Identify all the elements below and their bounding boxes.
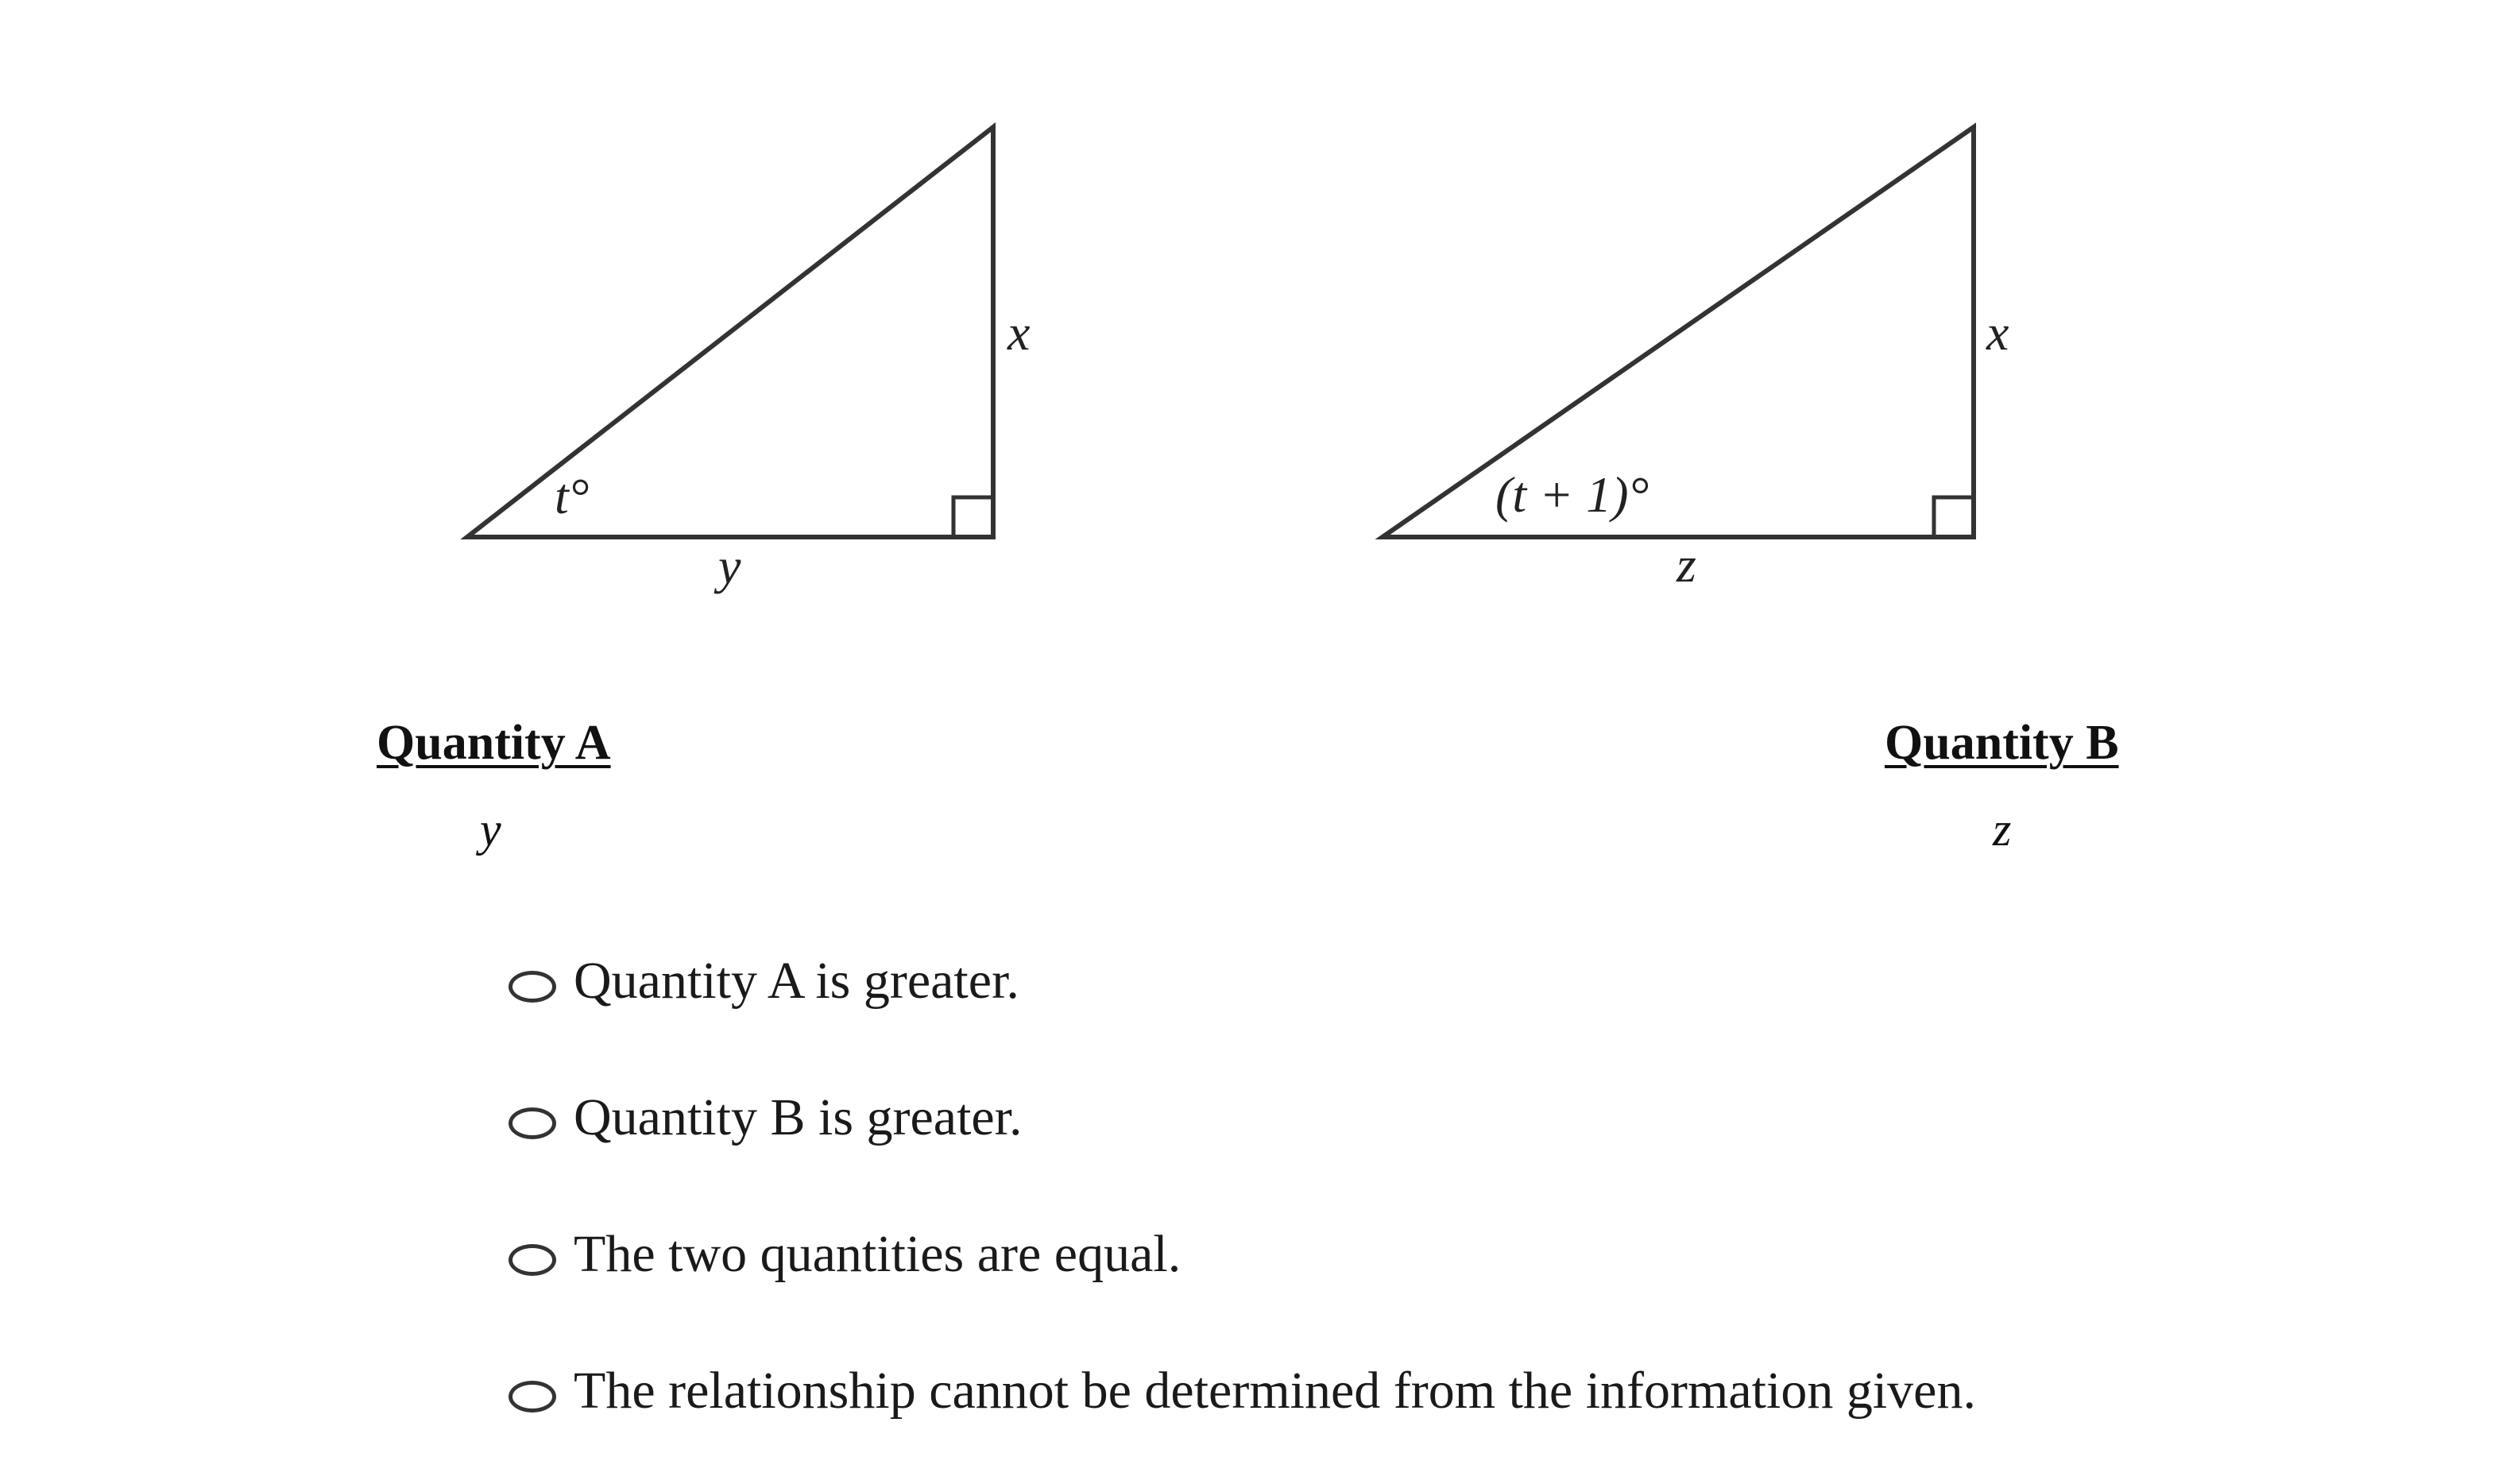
triangle-b-side-z-label: z [1676, 536, 1696, 593]
triangle-a [467, 127, 1030, 594]
choice-cannot-be-determined[interactable] [509, 1347, 2336, 1435]
choice-label: The two quantities are equal. [574, 1225, 1181, 1283]
radio-button-icon[interactable] [509, 1381, 556, 1413]
radio-button-icon[interactable] [509, 1244, 556, 1276]
choice-quantity-b-greater[interactable] [509, 1074, 2336, 1161]
quantity-b-heading: Quantity B [1885, 716, 2119, 770]
triangle-b-angle-label: (t + 1)° [1495, 466, 1649, 523]
radio-button-icon[interactable] [509, 1107, 556, 1139]
quantity-a-value: y [480, 803, 501, 856]
triangles-svg [0, 0, 2506, 651]
triangle-a-side-x-label: x [1007, 304, 1031, 361]
triangles-figure [0, 0, 2506, 651]
triangle-a-side-y-label: y [718, 538, 741, 594]
triangle-b-outline [1383, 127, 1974, 537]
quantity-b-value: z [1993, 803, 2012, 856]
triangle-b-side-x-label: x [1986, 304, 2009, 361]
choice-label: The relationship cannot be determined from the information given. [574, 1362, 1976, 1420]
choice-label: Quantity A is greater. [574, 952, 1019, 1010]
choice-quantities-equal[interactable] [509, 1211, 2336, 1298]
triangle-b [1383, 127, 2009, 593]
triangle-a-angle-label: t° [555, 468, 590, 524]
choice-quantity-a-greater[interactable] [509, 937, 2336, 1025]
quantity-a-heading: Quantity A [377, 716, 611, 770]
choice-label: Quantity B is greater. [574, 1088, 1023, 1146]
triangle-b-right-angle-mark [1934, 497, 1974, 537]
answer-choices [509, 937, 2336, 1484]
radio-button-icon[interactable] [509, 971, 556, 1003]
triangle-a-right-angle-mark [953, 497, 993, 537]
triangle-a-outline [467, 127, 993, 537]
